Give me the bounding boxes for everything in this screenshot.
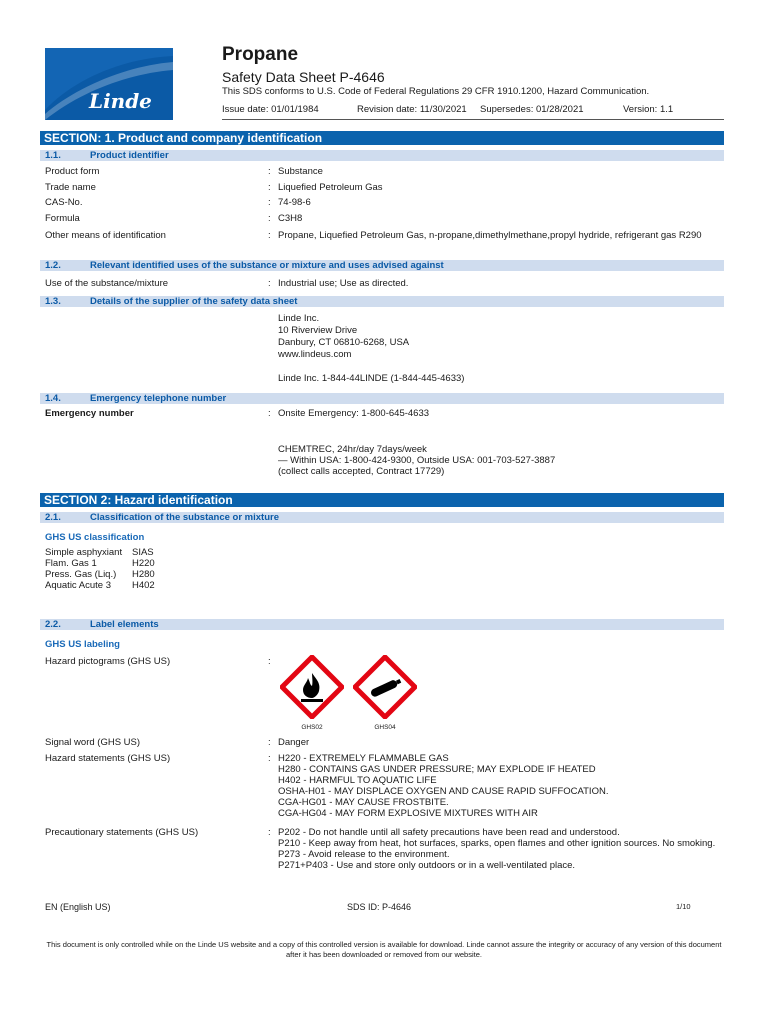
gas-cylinder-pictogram-icon xyxy=(353,655,417,719)
document-subtitle: Safety Data Sheet P-4646 xyxy=(222,69,385,85)
field-label: Other means of identification xyxy=(45,230,166,241)
footer-page-number: 1/10 xyxy=(676,902,691,911)
emergency-label: Emergency number xyxy=(45,408,134,419)
section-1-heading: SECTION: 1. Product and company identification xyxy=(40,131,724,145)
subsection-1-4: 1.4. Emergency telephone number xyxy=(40,393,724,404)
supplier-phone: Linde Inc. 1-844-44LINDE (1-844-445-4633) xyxy=(278,373,465,384)
field-label: Formula xyxy=(45,213,80,224)
ghs-labeling-heading: GHS US labeling xyxy=(45,639,120,650)
subsection-2-1: 2.1. Classification of the substance or mixture xyxy=(40,512,724,523)
pictogram-code: GHS04 xyxy=(374,724,396,731)
field-label: Trade name xyxy=(45,182,96,193)
emergency-value: Onsite Emergency: 1-800-645-4633 xyxy=(278,408,430,419)
revision-date: Revision date: 11/30/2021 xyxy=(357,104,467,115)
issue-date: Issue date: 01/01/1984 xyxy=(222,104,319,115)
footer-disclaimer: This document is only controlled while on the Linde US website and a copy of this controlled version is available for download. Linde cannot assure the integrity or accuracy of any version of this document after it has been downloaded or removed from our website. xyxy=(46,940,722,959)
footer-sds-id: SDS ID: P-4646 xyxy=(347,902,412,912)
hazard-statements-label: Hazard statements (GHS US) xyxy=(45,753,171,764)
field-value: Substance xyxy=(278,166,323,177)
field-label: Product form xyxy=(45,166,100,177)
subsection-2-2: 2.2. Label elements xyxy=(40,619,724,630)
precautionary-statements: P202 - Do not handle until all safety precautions have been read and understood. P210 - Keep away from heat, hot surfaces, sparks, open flames and other ignition sources. No smoking. P273 - Avoid release to the environment. P271+P403 - Use and store only outdoors or in a well-ventilated place. xyxy=(278,827,716,871)
logo-wordmark: Linde xyxy=(89,89,152,113)
version: Version: 1.1 xyxy=(623,104,674,115)
field-value: Propane, Liquefied Petroleum Gas, n-propane,dimethylmethane,propyl hydride, refrigerant gas R290 xyxy=(278,230,702,241)
field-label: CAS-No. xyxy=(45,197,83,208)
classification-row: Aquatic Acute 3 H402 xyxy=(45,580,155,591)
linde-logo xyxy=(45,48,173,120)
use-value: Industrial use; Use as directed. xyxy=(278,278,409,289)
date-line xyxy=(222,104,680,116)
precautionary-statements-label: Precautionary statements (GHS US) xyxy=(45,827,199,838)
flame-pictogram-icon xyxy=(280,655,344,719)
footer-language: EN (English US) xyxy=(45,902,111,912)
classification-row: Flam. Gas 1 H220 xyxy=(45,558,155,569)
field-value: Liquefied Petroleum Gas xyxy=(278,182,383,193)
supplier-address: Linde Inc. 10 Riverview Drive Danbury, CT 06810-6268, USA www.lindeus.com xyxy=(278,313,410,360)
ghs-classification-heading: GHS US classification xyxy=(45,532,145,543)
pictograms-label: Hazard pictograms (GHS US) xyxy=(45,656,171,667)
header-rule xyxy=(222,119,724,120)
subsection-1-1: 1.1. Product identifier xyxy=(40,150,724,161)
chemtrec-info: CHEMTREC, 24hr/day 7days/week — Within USA: 1-800-424-9300, Outside USA: 001-703-527-3887 (collect calls accepted, Contract 17729) xyxy=(278,444,556,477)
field-value: C3H8 xyxy=(278,213,303,224)
subsection-1-3: 1.3. Details of the supplier of the safety data sheet xyxy=(40,296,724,307)
classification-row: Press. Gas (Liq.) H280 xyxy=(45,569,155,580)
use-label: Use of the substance/mixture xyxy=(45,278,169,289)
pictogram-code: GHS02 xyxy=(301,724,323,731)
subsection-1-2: 1.2. Relevant identified uses of the substance or mixture and uses advised against xyxy=(40,260,724,271)
field-value: 74-98-6 xyxy=(278,197,311,208)
supersedes-date: Supersedes: 01/28/2021 xyxy=(480,104,584,115)
signal-word-label: Signal word (GHS US) xyxy=(45,737,141,748)
classification-row: Simple asphyxiant SIAS xyxy=(45,547,154,558)
signal-word-value: Danger xyxy=(278,737,310,748)
conformance-note: This SDS conforms to U.S. Code of Federal Regulations 29 CFR 1910.1200, Hazard Communication. xyxy=(222,86,650,97)
hazard-statements: H220 - EXTREMELY FLAMMABLE GAS H280 - CONTAINS GAS UNDER PRESSURE; MAY EXPLODE IF HEATED H402 - HARMFUL TO AQUATIC LIFE OSHA-H01 - MAY DISPLACE OXYGEN AND CAUSE RAPID SUFFOCATION. CGA-HG01 - MAY CAUSE FROSTBITE. CGA-HG04 - MAY FORM EXPLOSIVE MIXTURES WITH AIR xyxy=(278,753,609,819)
section-2-heading: SECTION 2: Hazard identification xyxy=(40,493,724,507)
document-title: Propane xyxy=(222,44,299,65)
